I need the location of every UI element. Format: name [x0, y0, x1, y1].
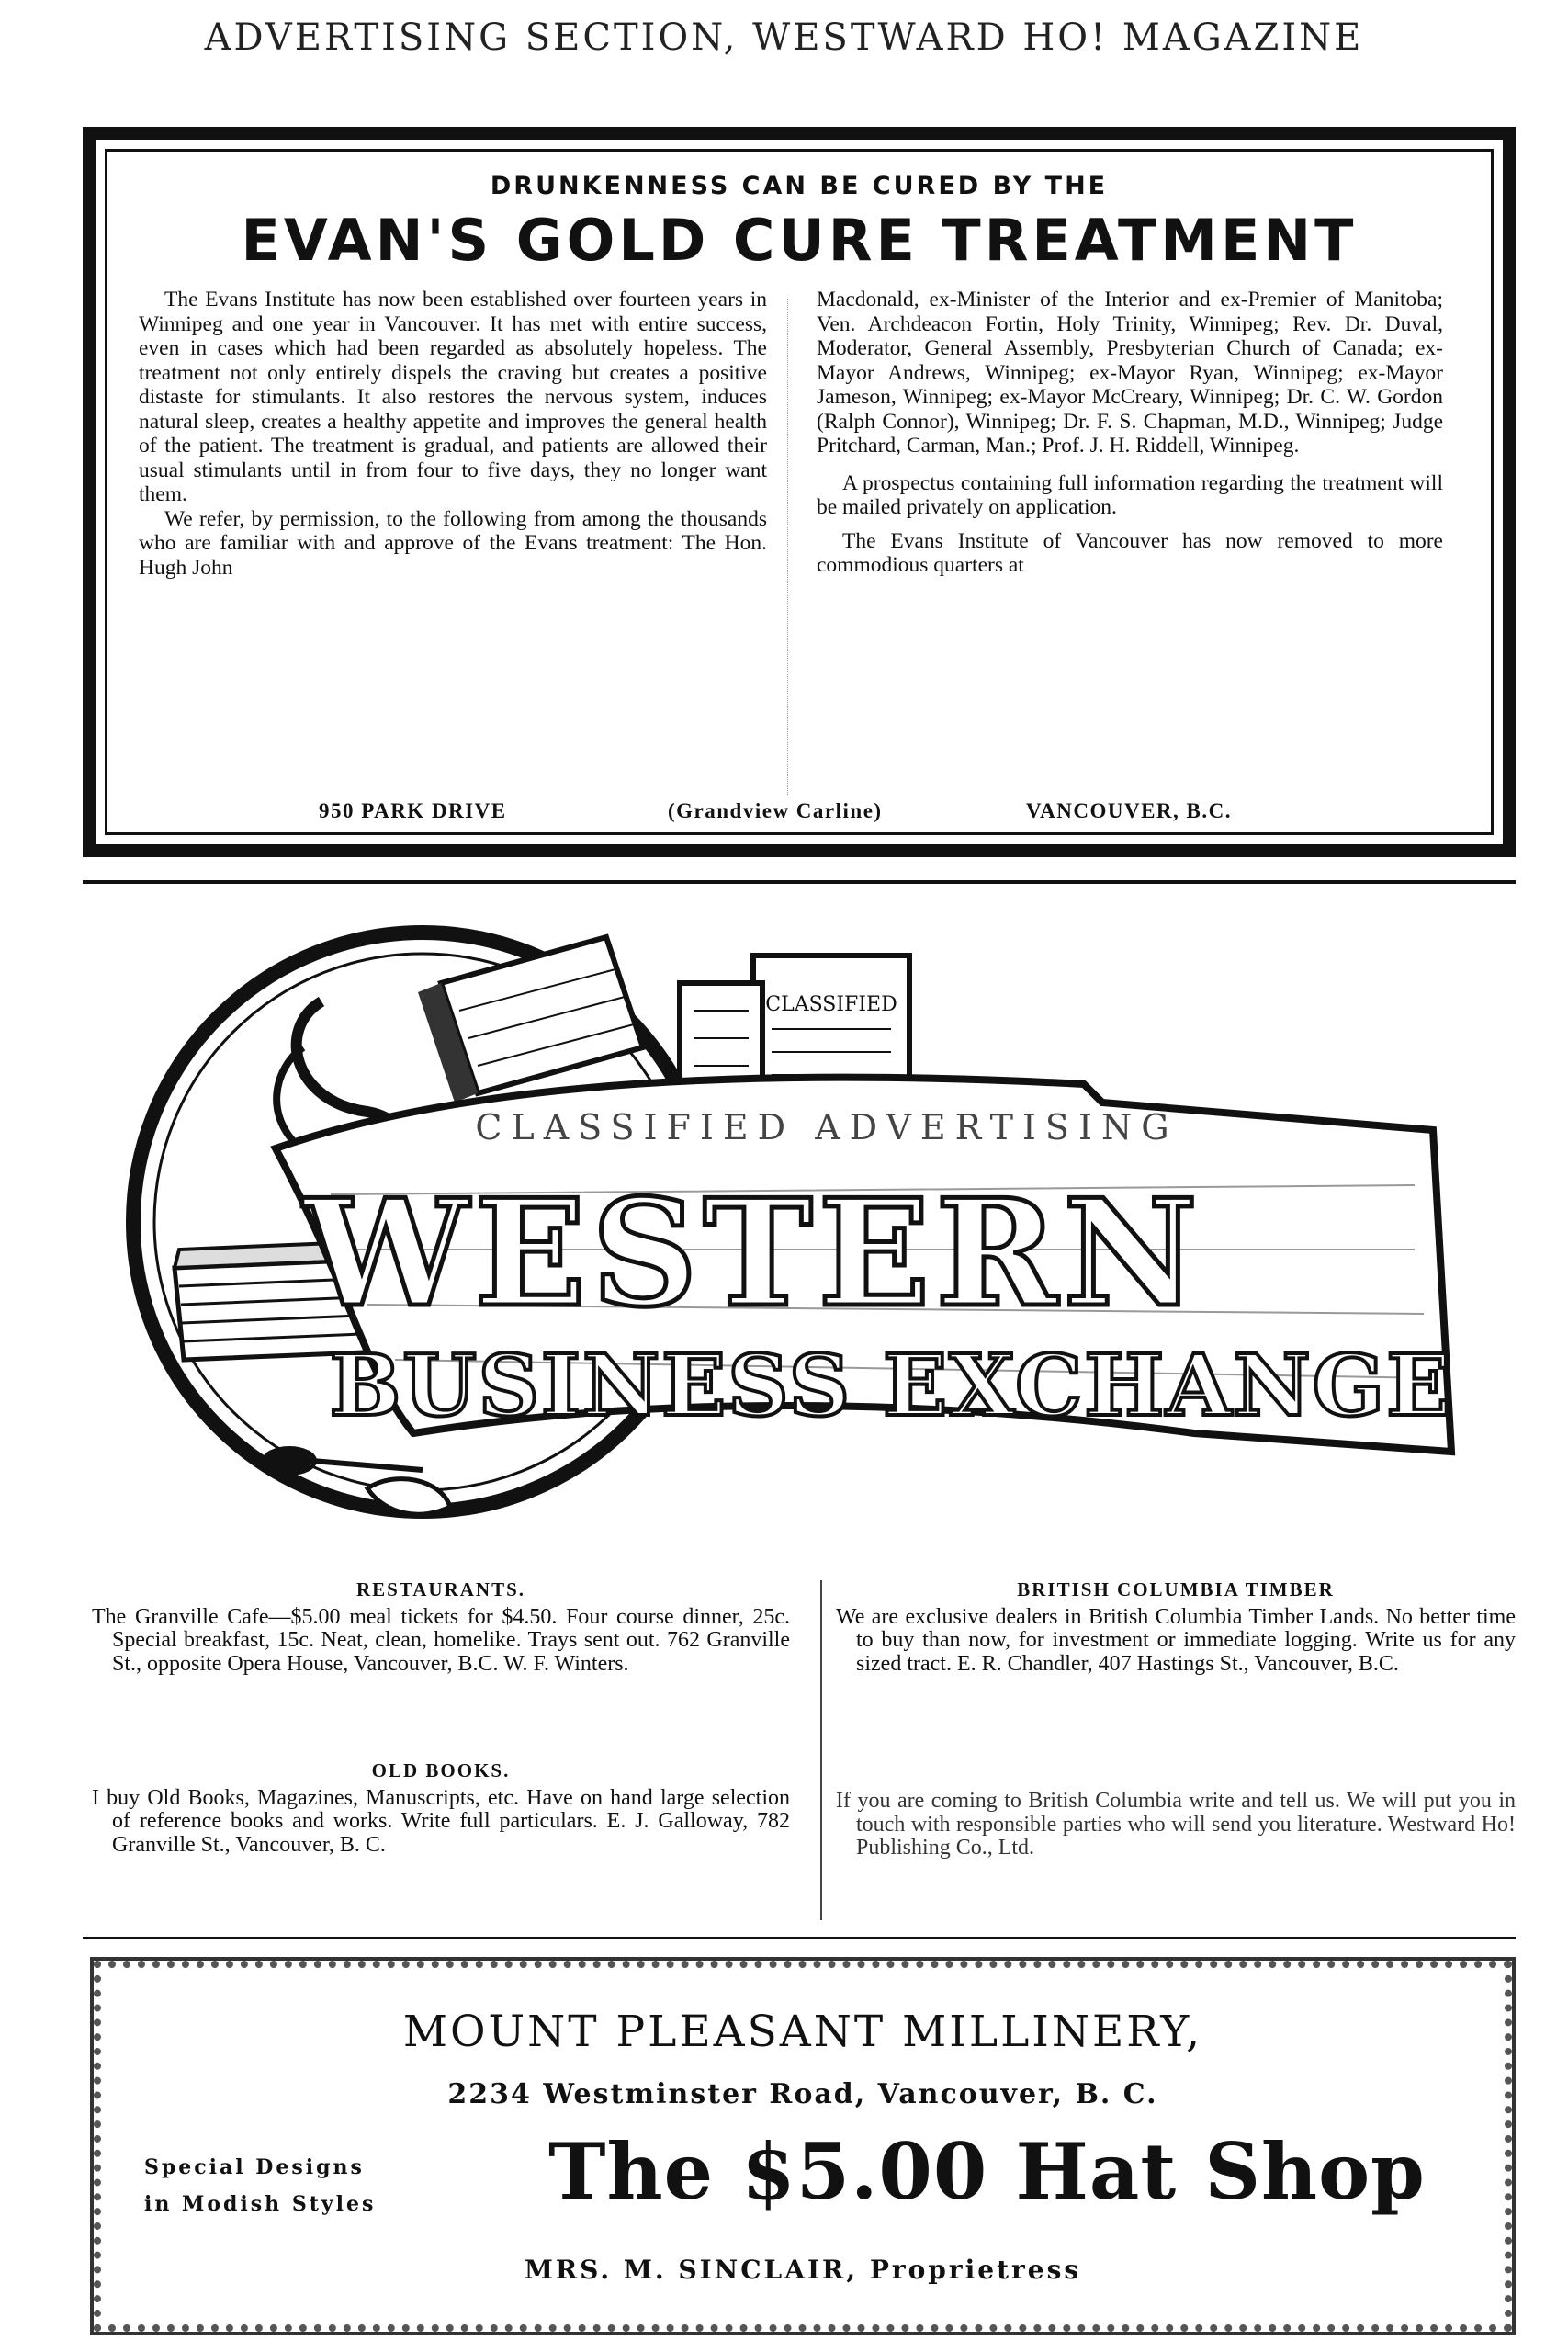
old-books-text: I buy Old Books, Magazines, Manuscripts, etc. Have on hand large selection of reference books and works. Write full particulars. E. J. Galloway, 782 Granville St., Vancouver, B. C.	[92, 1785, 790, 1857]
restaurants-ad	[92, 1578, 790, 1676]
ad-paragraph: Macdonald, ex-Minister of the Interior and ex-Premier of Manitoba; Ven. Archdeacon Fortin, Holy Trinity, Winnipeg; Rev. Dr. Duval, Moderator, General Assembly, Presbyterian Church of Canada; ex-Mayor Andrews, Winnipeg; ex-Mayor Ryan, Winnipeg; ex-Mayor Jameson, Winnipeg; ex-Mayor McCreary, Winnipeg; Dr. C. W. Gordon (Ralph Connor), Winnipeg; Dr. F. S. Chapman, M.D., Winnipeg; Judge Pritchard, Carman, Man.; Prof. J. H. Riddell, Winnipeg.	[817, 288, 1443, 458]
column-separator	[820, 1580, 822, 1920]
open-book-icon	[418, 937, 643, 1102]
millinery-proprietor: MRS. M. SINCLAIR, Proprietress	[524, 2255, 1082, 2285]
scroll-top-text: CLASSIFIED ADVERTISING	[475, 1107, 1179, 1148]
western-business-exchange-illustration	[92, 919, 1506, 1525]
ad-paragraph: The Evans Institute has now been established over fourteen years in Winnipeg and one year in Vancouver. It has met with entire success, even in cases which had been regarded as absolutely hopeless. The treatment not only entirely dispels the craving but creates a positive distaste for stimulants. It also restores the nervous system, induces natural sleep, creates a healthy appetite and improves the general health of the patient. The treatment is gradual, and patients are allowed their usual stimulants until in from four to five days, they no longer want them.	[139, 288, 767, 506]
old-books-heading: OLD BOOKS.	[371, 1759, 511, 1781]
ad-column-left	[139, 288, 767, 580]
evans-gold-cure-ad	[83, 127, 1516, 857]
ad-paragraph: The Evans Institute of Vancouver has now removed to more commodious quarters at	[817, 528, 1443, 577]
bc-timber-text: We are exclusive dealers in British Columbia Timber Lands. No better time to buy than now, for investment or immediate logging. Write us for any sized tract. E. R. Chandler, 407 Hastings St., Vancouver, B.C.	[836, 1604, 1516, 1676]
ad-footer-city: VANCOUVER, B.C.	[1026, 799, 1232, 822]
scroll-banner	[276, 1078, 1452, 1452]
bc-timber-heading: BRITISH COLUMBIA TIMBER	[1017, 1578, 1335, 1600]
western-title: WESTERN	[303, 1167, 1203, 1340]
section-rule	[83, 880, 1516, 884]
business-exchange-title: BUSINESS EXCHANGE	[329, 1336, 1453, 1435]
page-header: ADVERTISING SECTION, WESTWARD HO! MAGAZINE	[204, 17, 1364, 59]
millinery-address: 2234 Westminster Road, Vancouver, B. C.	[447, 2078, 1158, 2110]
millinery-name: MOUNT PLEASANT MILLINERY,	[402, 2007, 1203, 2057]
column-divider	[787, 299, 789, 795]
westward-ho-ad	[836, 1790, 1516, 1860]
bc-timber-ad	[836, 1578, 1516, 1676]
ad-paragraph: A prospectus containing full information regarding the treatment will be mailed privately on application.	[817, 470, 1443, 519]
millinery-slogan: The $5.00 Hat Shop	[548, 2126, 1426, 2217]
ad-footer-address: 950 PARK DRIVE	[319, 799, 507, 822]
ad-title: EVAN'S GOLD CURE TREATMENT	[241, 207, 1358, 274]
millinery-ad	[90, 1957, 1516, 2335]
tagline-line-2: in Modish Styles	[144, 2192, 377, 2216]
restaurants-text: The Granville Cafe—$5.00 meal tickets for $4.50. Four course dinner, 25c. Special breakfast, 15c. Neat, clean, homelike. Trays sent out. 762 Granville St., opposite Opera House, Vancouver, B.C. W. F. Winters.	[92, 1604, 790, 1676]
old-books-ad	[92, 1759, 790, 1857]
restaurants-heading: RESTAURANTS.	[355, 1578, 526, 1600]
tagline-line-1: Special Designs	[144, 2155, 365, 2179]
ad-column-right	[817, 288, 1443, 578]
ad-paragraph: We refer, by permission, to the following from among the thousands who are familiar with and approve of the Evans treatment: The Hon. Hugh John	[139, 506, 767, 580]
ad-kicker: DRUNKENNESS CAN BE CURED BY THE	[490, 172, 1109, 200]
westward-ho-text: If you are coming to British Columbia write and tell us. We will put you in touch with responsible parties who will send you literature. Westward Ho! Publishing Co., Ltd.	[836, 1789, 1516, 1860]
millinery-tagline	[144, 2149, 376, 2222]
newspaper-masthead: CLASSIFIED	[765, 993, 897, 1016]
ad-footer-carline: (Grandview Carline)	[668, 799, 883, 822]
ad-inner-border	[105, 149, 1494, 835]
section-rule	[83, 1937, 1516, 1939]
